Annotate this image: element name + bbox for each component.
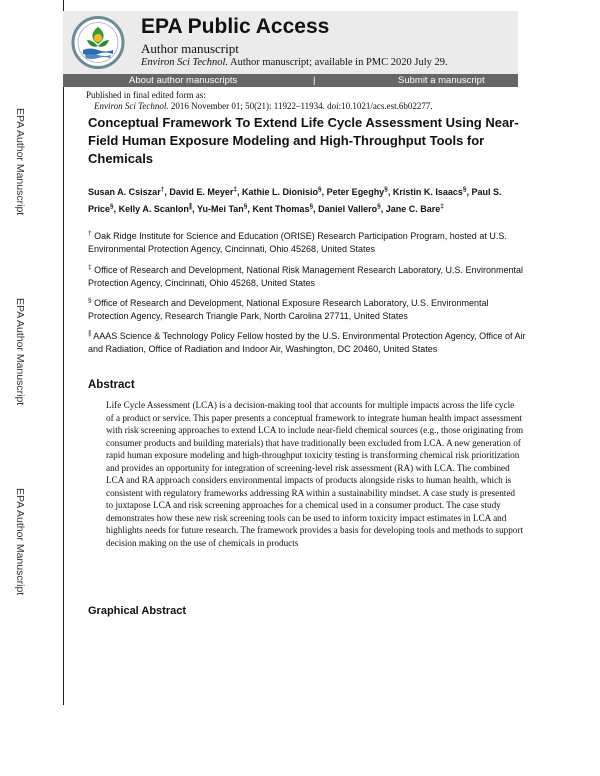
about-manuscripts-link[interactable]: About author manuscripts	[129, 75, 238, 86]
side-label: EPA Author Manuscript	[14, 108, 26, 216]
header-availability	[141, 57, 448, 68]
abstract-heading: Abstract	[88, 379, 135, 391]
author: Kathie L. Dionisio§,	[242, 186, 327, 197]
author: Susan A. Csiszar†,	[88, 186, 170, 197]
nav-separator: |	[313, 75, 316, 86]
epa-header	[63, 11, 518, 74]
publication-citation: 2016 November 01; 50(21): 11922–11934. doi:10.1021/acs.est.6b02277.	[168, 101, 433, 111]
margin-rule	[63, 0, 64, 705]
header-title: EPA Public Access	[141, 15, 330, 38]
paper-title: Conceptual Framework To Extend Life Cycle Assessment Using Near-Field Human Exposure Modeling and High-Throughput Tools for Chemicals	[88, 115, 519, 166]
author: Peter Egeghy§,	[326, 186, 393, 197]
author: Jane C. Bare‡	[385, 202, 444, 214]
nav-bar	[63, 74, 518, 87]
side-label: EPA Author Manuscript	[14, 488, 26, 596]
author: Daniel Vallero§,	[318, 202, 386, 214]
author: Kelly A. Scanlon∥,	[118, 202, 197, 214]
author: Kristin K. Isaacs§,	[392, 186, 472, 197]
header-journal: Environ Sci Technol.	[141, 57, 229, 68]
affiliation: ‡ Office of Research and Development, National Risk Management Research Laboratory, U.S. Environmental Protection Agency, Cincinnati, Ohio 45268, United States	[88, 264, 524, 288]
publication-journal: Environ Sci Technol.	[94, 101, 169, 111]
publication-info	[86, 90, 433, 112]
graphical-abstract-heading: Graphical Abstract	[88, 605, 187, 617]
submit-manuscript-link[interactable]: Submit a manuscript	[398, 75, 485, 86]
affiliation: ∥ AAAS Science & Technology Policy Fellow hosted by the U.S. Environmental Protection Agency, Office of Air and Radiation, Office of Radiation and Indoor Air, Washington, DC 20460, United States	[88, 330, 526, 354]
author: Kent Thomas§,	[252, 202, 319, 214]
availability-text: Author manuscript; available in PMC 2020 July 29.	[228, 57, 448, 68]
author: Paul S. Price§,	[88, 187, 502, 214]
author: David E. Meyer‡,	[169, 186, 243, 197]
side-label: EPA Author Manuscript	[14, 298, 26, 406]
author: Yu-Mei Tan§,	[196, 202, 253, 214]
abstract-text: Life Cycle Assessment (LCA) is a decision-making tool that accounts for multiple impacts across the life cycle of a product or service. This paper presents a conceptual framework to integrate human health impact assessment with risk screening approaches to extend LCA to include near-field chemical sources (e.g., those originating from consumer products and building materials) that have traditionally been excluded from LCA. A new generation of rapid human exposure modeling and high-throughput toxicity testing is transforming chemical risk prioritization and provides an opportunity for integration of screening-level risk assessment (RA) with LCA. The combined LCA and RA approach considers environmental impacts of products alongside risks to human health, which is consistent with regulatory frameworks addressing RA within a sustainability mindset. A case study is presented to juxtapose LCA and risk screening approaches for a chemical used in a consumer product. The case study demonstrates how these new risk screening tools can be used to inform toxicity impact estimates in LCA and highlights needs for future research. The framework provides a basis for developing tools and methods to support decision making on the use of chemicals in products	[106, 400, 524, 549]
epa-seal-icon	[69, 15, 127, 70]
publication-label: Published in final edited form as:	[86, 90, 206, 100]
author-list	[88, 183, 528, 216]
affiliation: § Office of Research and Development, National Exposure Research Laboratory, U.S. Environmental Protection Agency, Research Triangle Park, North Carolina 27711, United States	[88, 297, 489, 321]
header-subtitle: Author manuscript	[141, 41, 239, 56]
affiliation: † Oak Ridge Institute for Science and Education (ORISE) Research Participation Program, hosted at U.S. Environmental Protection Agency, Cincinnati, Ohio 45268, United States	[88, 230, 507, 254]
